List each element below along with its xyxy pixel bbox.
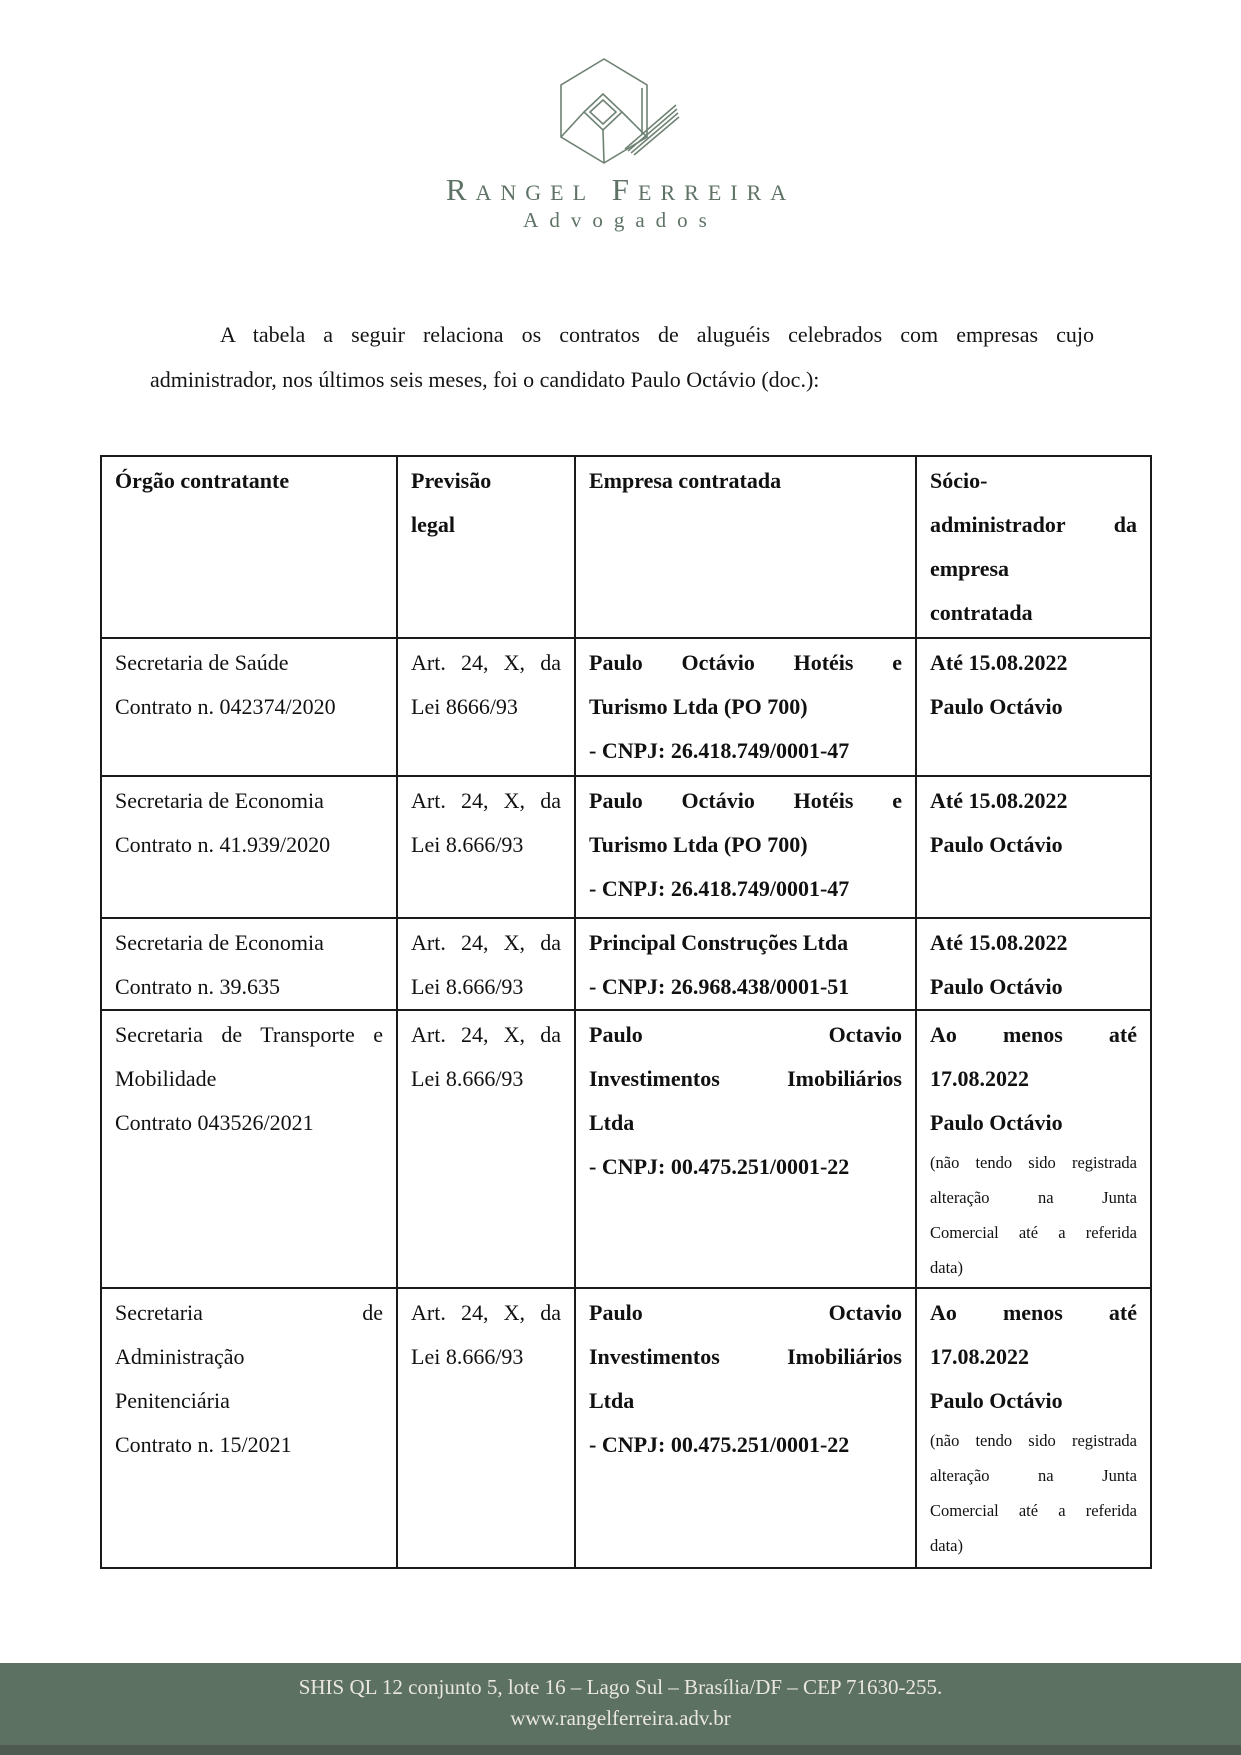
cell-line: Secretaria de Saúde <box>115 650 289 675</box>
cell-line: Art. 24, X, da <box>411 1022 561 1047</box>
cell-line: Contrato n. 39.635 <box>115 974 280 999</box>
cell-line: - CNPJ: 00.475.251/0001-22 <box>589 1154 850 1179</box>
cell-line: Ao menos até <box>930 1300 1137 1325</box>
cell-line: Contrato n. 042374/2020 <box>115 694 336 719</box>
table-cell <box>916 638 1151 776</box>
cell-line: Paulo Octávio Hotéis e <box>589 788 902 813</box>
footer-bottom-strip <box>0 1745 1241 1755</box>
cell-line: administrador da <box>930 512 1137 537</box>
table-cell <box>101 918 397 1010</box>
cell-line: Secretaria de <box>115 1300 383 1325</box>
cell-line: data) <box>930 1536 963 1555</box>
cell-line: contratada <box>930 600 1033 625</box>
footer-address: SHIS QL 12 conjunto 5, lote 16 – Lago Sul – Brasília/DF – CEP 71630-255. <box>298 1675 943 1699</box>
cell-line: Paulo Octávio <box>930 832 1063 857</box>
table-cell <box>916 1010 1151 1288</box>
cell-line: Lei 8666/93 <box>411 694 518 719</box>
cell-line: - CNPJ: 26.968.438/0001-51 <box>589 974 850 999</box>
hexagon-logo-icon <box>555 55 685 168</box>
table-cell <box>397 1288 575 1568</box>
table-row <box>101 776 1151 918</box>
cell-line: empresa <box>930 556 1010 581</box>
cell-line: Ltda <box>589 1388 635 1413</box>
header-cell <box>916 456 1151 638</box>
cell-line: Comercial até a referida <box>930 1501 1137 1520</box>
cell-line: 17.08.2022 <box>930 1344 1029 1369</box>
cell-line: Paulo Octavio <box>589 1022 902 1047</box>
table-cell <box>397 776 575 918</box>
table-cell <box>101 1288 397 1568</box>
cell-line: Turismo Ltda (PO 700) <box>589 694 808 719</box>
intro-paragraph <box>150 312 1094 402</box>
table-cell <box>101 1010 397 1288</box>
cell-line: Até 15.08.2022 <box>930 788 1068 813</box>
intro-line-1: A tabela a seguir relaciona os contratos de aluguéis celebrados com empresas cujo <box>220 322 1094 347</box>
cell-line: (não tendo sido registrada <box>930 1153 1137 1172</box>
cell-line: Ltda <box>589 1110 635 1135</box>
header-cell <box>397 456 575 638</box>
cell-line: Penitenciária <box>115 1388 230 1413</box>
cell-line: 17.08.2022 <box>930 1066 1029 1091</box>
cell-line: Órgão contratante <box>115 468 290 493</box>
cell-line: alteração na Junta <box>930 1188 1137 1207</box>
cell-line: legal <box>411 512 455 537</box>
cell-line: Secretaria de Transporte e <box>115 1022 383 1047</box>
cell-line: Art. 24, X, da <box>411 788 561 813</box>
cell-line: Principal Construções Ltda <box>589 930 849 955</box>
footer-website: www.rangelferreira.adv.br <box>510 1706 731 1730</box>
cell-line: (não tendo sido registrada <box>930 1431 1137 1450</box>
cell-line: Comercial até a referida <box>930 1223 1137 1242</box>
table-row <box>101 1288 1151 1568</box>
cell-line: Ao menos até <box>930 1022 1137 1047</box>
table-cell <box>575 1288 916 1568</box>
table-row <box>101 918 1151 1010</box>
cell-line: alteração na Junta <box>930 1466 1137 1485</box>
cell-line: Até 15.08.2022 <box>930 930 1068 955</box>
cell-line: Paulo Octávio <box>930 1110 1063 1135</box>
cell-line: Previsão <box>411 468 492 493</box>
cell-line: Lei 8.666/93 <box>411 974 524 999</box>
table-header-row <box>101 456 1151 638</box>
cell-line: - CNPJ: 26.418.749/0001-47 <box>589 738 850 763</box>
header-cell <box>101 456 397 638</box>
table-cell <box>916 776 1151 918</box>
cell-line: Empresa contratada <box>589 468 782 493</box>
cell-line: Secretaria de Economia <box>115 788 324 813</box>
table-cell <box>916 1288 1151 1568</box>
cell-line: Investimentos Imobiliários <box>589 1344 902 1369</box>
cell-line: Paulo Octávio Hotéis e <box>589 650 902 675</box>
cell-line: Secretaria de Economia <box>115 930 324 955</box>
table-row <box>101 638 1151 776</box>
table-cell <box>101 638 397 776</box>
table-cell <box>575 638 916 776</box>
cell-line: Turismo Ltda (PO 700) <box>589 832 808 857</box>
cell-line: Até 15.08.2022 <box>930 650 1068 675</box>
table-cell <box>575 1010 916 1288</box>
table-cell <box>575 918 916 1010</box>
cell-line: Lei 8.666/93 <box>411 1344 524 1369</box>
firm-subtitle: Advogados <box>523 208 718 232</box>
cell-line: Contrato 043526/2021 <box>115 1110 314 1135</box>
cell-line: data) <box>930 1258 963 1277</box>
page-footer <box>0 1663 1241 1755</box>
table-row <box>101 1010 1151 1288</box>
cell-line: Contrato n. 15/2021 <box>115 1432 292 1457</box>
cell-line: Paulo Octávio <box>930 1388 1063 1413</box>
cell-line: Paulo Octávio <box>930 974 1063 999</box>
cell-line: Paulo Octavio <box>589 1300 902 1325</box>
firm-name: Rangel Ferreira <box>445 172 796 207</box>
cell-line: Paulo Octávio <box>930 694 1063 719</box>
cell-line: Art. 24, X, da <box>411 930 561 955</box>
cell-line: - CNPJ: 26.418.749/0001-47 <box>589 876 850 901</box>
cell-line: Lei 8.666/93 <box>411 832 524 857</box>
table-cell <box>397 638 575 776</box>
table-cell <box>397 1010 575 1288</box>
cell-line: Art. 24, X, da <box>411 1300 561 1325</box>
intro-line-2: administrador, nos últimos seis meses, foi o candidato Paulo Octávio (doc.): <box>150 367 820 392</box>
cell-line: - CNPJ: 00.475.251/0001-22 <box>589 1432 850 1457</box>
table-cell <box>101 776 397 918</box>
cell-line: Lei 8.666/93 <box>411 1066 524 1091</box>
cell-line: Art. 24, X, da <box>411 650 561 675</box>
contracts-table <box>100 455 1152 1569</box>
table-cell <box>397 918 575 1010</box>
cell-line: Mobilidade <box>115 1066 217 1091</box>
cell-line: Contrato n. 41.939/2020 <box>115 832 331 857</box>
table-cell <box>916 918 1151 1010</box>
contracts-table-body <box>101 456 1151 1568</box>
cell-line: Sócio- <box>930 468 988 493</box>
cell-line: Administração <box>115 1344 245 1369</box>
cell-line: Investimentos Imobiliários <box>589 1066 902 1091</box>
table-cell <box>575 776 916 918</box>
header-cell <box>575 456 916 638</box>
